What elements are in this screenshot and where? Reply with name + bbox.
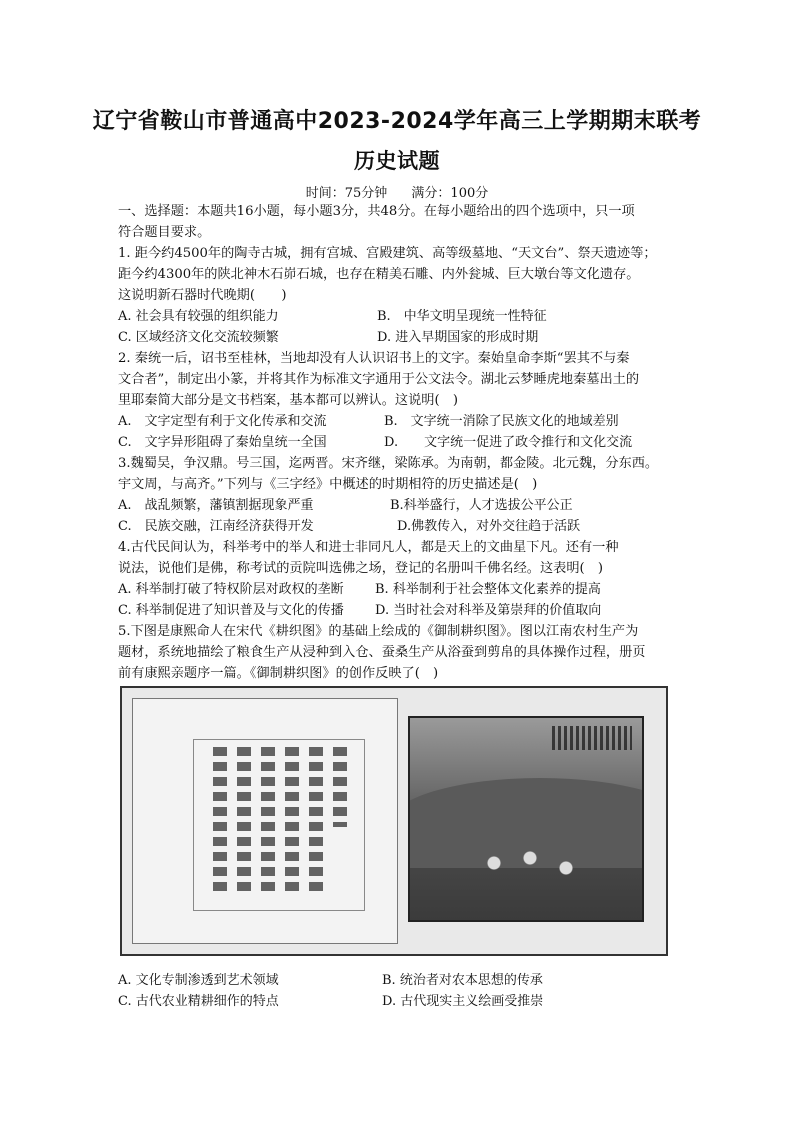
q1-option-b: B. 中华文明呈现统一性特征 [377,309,547,324]
q5-option-c: C. 古代农业精耕细作的特点 [118,994,279,1009]
q1-option-a: A. 社会具有较强的组织能力 [118,309,279,324]
q1-stem-line3: 这说明新石器时代晚期( ) [118,288,287,303]
q4-stem-line2: 说法，说他们是佛，称考试的贡院叫选佛之场，登记的名册叫千佛名经。这表明( ) [118,561,604,576]
q2-option-b: B. 文字统一消除了民族文化的地域差别 [384,414,619,429]
q2-stem-line3: 里耶秦简大部分是文书档案，基本都可以辨认。这说明( ) [118,393,458,408]
exam-subtitle: 历史试题 [354,149,440,173]
calligraphy-column [237,747,251,897]
q5-stem-line3: 前有康熙亲题序一篇。《御制耕织图》的创作反映了( ) [118,666,439,681]
q4-stem-line1: 4.古代民间认为，科举考中的举人和进士非同凡人，都是天上的文曲星下凡。还有一种 [118,540,619,555]
section-intro-line1: 一、选择题：本题共16小题，每小题3分，共48分。在每小题给出的四个选项中，只一项 [118,204,635,219]
q1-option-d: D. 进入早期国家的形成时期 [377,330,539,345]
exam-title: 辽宁省鞍山市普通高中2023-2024学年高三上学期期末联考 [92,109,702,134]
q5-option-d: D. 古代现实主义绘画受推崇 [382,994,544,1009]
q3-option-b: B.科举盛行，人才选拔公平公正 [390,498,573,513]
q2-stem-line1: 2. 秦统一后，诏书至桂林，当地却没有人认识诏书上的文字。秦始皇命李斯“罢其不与秦 [118,351,630,366]
calligraphy-column [213,747,227,897]
q1-stem-line2: 距今约4300年的陕北神木石峁石城，也存在精美石雕、内外瓮城、巨大墩台等文化遗存。 [118,267,640,282]
q3-option-d: D.佛教传入，对外交往趋于活跃 [397,519,581,534]
q3-option-a: A. 战乱频繁，藩镇割据现象严重 [118,498,314,513]
calligraphy-column [333,747,347,827]
q3-stem-line2: 宇文周，与高齐。”下列与《三字经》中概述的时期相符的历史描述是( ) [118,477,538,492]
gengzhi-tu-figure [120,686,668,956]
q1-stem-line1: 1. 距今约4500年的陶寺古城，拥有宫城、宫殿建筑、高等级墓地、“天文台”、祭天遗迹等； [118,246,657,261]
q2-option-c: C. 文字异形阻碍了秦始皇统一全国 [118,435,327,450]
calligraphy-column [309,747,323,897]
q5-stem-line2: 题材，系统地描绘了粮食生产从浸种到入仓、蚕桑生产从浴蚕到剪帛的具体操作过程，册页 [118,645,646,660]
q5-option-a: A. 文化专制渗透到艺术领域 [118,973,279,988]
q1-option-c: C. 区域经济文化交流较频繁 [118,330,279,345]
q2-stem-line2: 文合者”，制定出小篆，并将其作为标准文字通用于公文法令。湖北云梦睡虎地秦墓出土的 [118,372,640,387]
q5-option-b: B. 统治者对农本思想的传承 [382,973,543,988]
calligraphy-column [261,747,275,897]
exam-meta [0,182,794,201]
figure-farming-painting [408,716,644,922]
q3-stem-line1: 3.魏蜀吴，争汉鼎。号三国，迄两晋。宋齐继，梁陈承。为南朝，都金陵。北元魏，分东西。 [118,456,659,471]
exam-score: 满分：100分 [411,186,489,201]
q2-option-a: A. 文字定型有利于文化传承和交流 [118,414,327,429]
section-intro-line2: 符合题目要求。 [118,225,211,240]
q2-option-d: D. 文字统一促进了政令推行和文化交流 [384,435,633,450]
calligraphy-column [285,747,299,897]
painting-inscription [552,726,632,750]
q3-option-c: C. 民族交融，江南经济获得开发 [118,519,314,534]
q4-option-a: A. 科举制打破了特权阶层对政权的垄断 [118,582,344,597]
exam-time: 时间：75分钟 [305,186,388,201]
q5-stem-line1: 5.下图是康熙命人在宋代《耕织图》的基础上绘成的《御制耕织图》。图以江南农村生产为 [118,624,639,639]
q4-option-c: C. 科举制促进了知识普及与文化的传播 [118,603,344,618]
figure-calligraphy-page [132,698,398,944]
painting-farmers [470,838,590,888]
q4-option-b: B. 科举制利于社会整体文化素养的提高 [375,582,601,597]
q4-option-d: D. 当时社会对科举及第崇拜的价值取向 [375,603,602,618]
